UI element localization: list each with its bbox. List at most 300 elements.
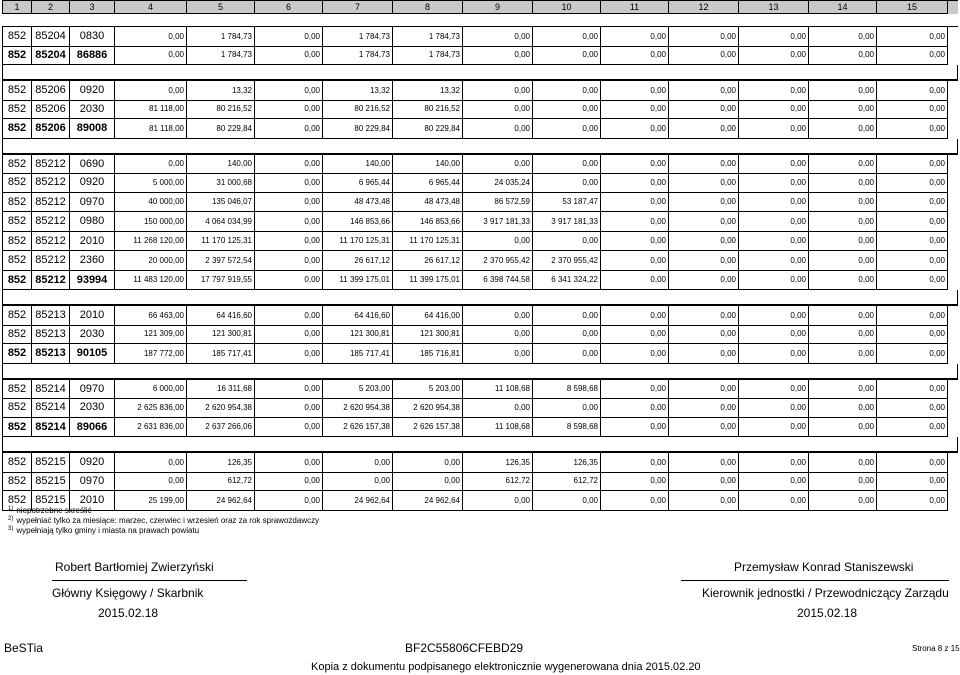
table-cell: 185 716,81: [393, 344, 463, 364]
table-cell: 852: [2, 418, 32, 438]
table-cell: 0,00: [809, 46, 877, 66]
left-signature-line: [52, 580, 247, 581]
table-cell: 3 917 181,33: [533, 212, 601, 232]
footnote-mark: 2): [8, 516, 14, 522]
table-cell: 0,00: [601, 46, 669, 66]
table-cell: 0,00: [601, 491, 669, 511]
table-cell: 0,00: [877, 472, 948, 492]
left-signer-role: Główny Księgowy / Skarbnik: [52, 586, 204, 600]
table-cell: 0,00: [809, 271, 877, 291]
table-row: [2, 325, 958, 345]
footnote: [8, 506, 92, 515]
table-cell: 0,00: [809, 472, 877, 492]
table-row: [2, 305, 958, 326]
table-cell: 85213: [32, 306, 70, 326]
table-cell: 90105: [70, 344, 115, 364]
table-cell: 0,00: [255, 81, 323, 101]
table-cell: 64 416,00: [393, 306, 463, 326]
table-cell: 0,00: [533, 398, 601, 418]
table-cell: 0,00: [739, 418, 809, 438]
table-cell: 6 965,44: [323, 173, 393, 193]
table-row: [2, 232, 958, 252]
column-header: 11: [601, 1, 669, 14]
table-cell: 0,00: [255, 380, 323, 400]
table-cell: 0,00: [877, 155, 948, 175]
table-cell: 2 620 954,38: [187, 398, 255, 418]
table-cell: 852: [2, 472, 32, 492]
table-cell: 0,00: [877, 119, 948, 139]
table-cell: 852: [2, 193, 32, 213]
table-cell: 11 170 125,31: [393, 232, 463, 252]
table-cell: 0,00: [463, 325, 533, 345]
table-cell: 0,00: [669, 46, 739, 66]
table-cell: 612,72: [463, 472, 533, 492]
table-cell: 0,00: [669, 27, 739, 47]
table-cell: 146 853,66: [393, 212, 463, 232]
electronic-copy-note: Kopia z dokumentu podpisanego elektronicznie wygenerowana dnia 2015.02.20: [311, 661, 701, 673]
table-cell: 0,00: [739, 271, 809, 291]
table-cell: 2010: [70, 491, 115, 511]
table-cell: 85206: [32, 81, 70, 101]
table-cell: 852: [2, 398, 32, 418]
table-cell: 852: [2, 380, 32, 400]
table-cell: 0,00: [809, 100, 877, 120]
table-cell: 40 000,00: [115, 193, 187, 213]
table-cell: 24 962,64: [393, 491, 463, 511]
table-cell: 0,00: [463, 398, 533, 418]
table-cell: 0,00: [533, 232, 601, 252]
table-cell: 0,00: [255, 119, 323, 139]
table-cell: 0,00: [809, 81, 877, 101]
table-cell: 0,00: [255, 46, 323, 66]
table-cell: 0,00: [255, 27, 323, 47]
table-cell: 0,00: [739, 306, 809, 326]
table-cell: 121 300,81: [323, 325, 393, 345]
table-cell: 0,00: [809, 344, 877, 364]
table-cell: 0970: [70, 380, 115, 400]
table-cell: 0,00: [669, 173, 739, 193]
table-cell: 0,00: [533, 155, 601, 175]
table-cell: 0,00: [255, 212, 323, 232]
table-cell: 0,00: [601, 193, 669, 213]
table-cell: 2 631 836,00: [115, 418, 187, 438]
table-cell: 85212: [32, 155, 70, 175]
column-header: 5: [187, 1, 255, 14]
table-cell: 89008: [70, 119, 115, 139]
table-cell: 121 300,81: [393, 325, 463, 345]
table-cell: 85214: [32, 418, 70, 438]
table-cell: 0,00: [601, 27, 669, 47]
table-cell: 80 216,52: [187, 100, 255, 120]
right-signer-role: Kierownik jednostki / Przewodniczący Zarządu: [702, 586, 949, 600]
table-cell: 85206: [32, 119, 70, 139]
table-cell: 1 784,73: [393, 46, 463, 66]
footnote: [8, 516, 319, 525]
table-cell: 0,00: [739, 325, 809, 345]
column-header: 6: [255, 1, 323, 14]
table-row: [2, 154, 958, 175]
table-cell: 0,00: [255, 232, 323, 252]
table-cell: 0,00: [809, 212, 877, 232]
table-cell: 2360: [70, 251, 115, 271]
table-cell: 0,00: [533, 344, 601, 364]
table-cell: 0,00: [393, 472, 463, 492]
table-cell: 1 784,73: [393, 27, 463, 47]
table-cell: 8 598,68: [533, 418, 601, 438]
table-cell: 852: [2, 232, 32, 252]
table-cell: 0,00: [877, 46, 948, 66]
table-cell: 126,35: [533, 453, 601, 473]
table-cell: 0,00: [533, 46, 601, 66]
table-cell: 0,00: [739, 472, 809, 492]
table-cell: 85206: [32, 100, 70, 120]
table-cell: 8 598,68: [533, 380, 601, 400]
table-cell: 6 398 744,58: [463, 271, 533, 291]
table-cell: 24 035,24: [463, 173, 533, 193]
table-cell: 0,00: [601, 344, 669, 364]
table-cell: 185 717,41: [187, 344, 255, 364]
table-cell: 0,00: [877, 173, 948, 193]
table-cell: 0,00: [669, 398, 739, 418]
table-cell: 0,00: [669, 325, 739, 345]
table-cell: 121 309,00: [115, 325, 187, 345]
table-cell: 0,00: [877, 491, 948, 511]
table-cell: 0,00: [533, 27, 601, 47]
table-cell: 0830: [70, 27, 115, 47]
table-cell: 2 397 572,54: [187, 251, 255, 271]
table-cell: 0920: [70, 453, 115, 473]
column-header: 2: [32, 1, 70, 14]
table-cell: 64 416,60: [323, 306, 393, 326]
table-cell: 0,00: [809, 453, 877, 473]
footnote-text: wypełniać tylko za miesiące: marzec, czerwiec i wrzesień oraz za rok sprawozdawczy: [16, 516, 320, 525]
table-cell: 26 617,12: [323, 251, 393, 271]
table-cell: 4 064 034,99: [187, 212, 255, 232]
table-cell: 0,00: [669, 212, 739, 232]
table-cell: 0,00: [877, 344, 948, 364]
table-cell: 3 917 181,33: [463, 212, 533, 232]
table-cell: 146 853,66: [323, 212, 393, 232]
table-cell: 0,00: [255, 491, 323, 511]
table-cell: 16 311,68: [187, 380, 255, 400]
table-cell: 852: [2, 155, 32, 175]
table-cell: 852: [2, 251, 32, 271]
table-cell: 0,00: [809, 306, 877, 326]
table-cell: 85212: [32, 193, 70, 213]
table-cell: 85215: [32, 491, 70, 511]
table-cell: 66 463,00: [115, 306, 187, 326]
table-cell: 13,32: [393, 81, 463, 101]
table-cell: 0,00: [669, 232, 739, 252]
right-signature-line: [681, 580, 949, 581]
table-cell: 0,00: [809, 491, 877, 511]
table-cell: 85212: [32, 251, 70, 271]
column-header: 8: [393, 1, 463, 14]
table-cell: 126,35: [187, 453, 255, 473]
table-cell: 0920: [70, 173, 115, 193]
table-cell: 0,00: [255, 173, 323, 193]
table-cell: 150 000,00: [115, 212, 187, 232]
table-cell: 2010: [70, 306, 115, 326]
table-cell: 0,00: [601, 119, 669, 139]
table-cell: 0,00: [463, 344, 533, 364]
table-cell: 0,00: [533, 306, 601, 326]
table-cell: 11 170 125,31: [323, 232, 393, 252]
table-cell: 0,00: [809, 251, 877, 271]
table-cell: 852: [2, 46, 32, 66]
table-cell: 11 170 125,31: [187, 232, 255, 252]
table-row: [2, 80, 958, 101]
table-cell: 85213: [32, 344, 70, 364]
table-row: [2, 418, 958, 438]
left-sign-date: 2015.02.18: [98, 606, 159, 620]
group-spacer: [2, 65, 958, 80]
column-header: 7: [323, 1, 393, 14]
table-cell: 140,00: [187, 155, 255, 175]
table-row: [2, 100, 958, 120]
table-cell: 11 483 120,00: [115, 271, 187, 291]
footnote: [8, 526, 199, 535]
table-cell: 5 203,00: [323, 380, 393, 400]
table-cell: 0,00: [669, 453, 739, 473]
table-row: [2, 472, 958, 492]
table-cell: 0,00: [601, 100, 669, 120]
table-cell: 0,00: [255, 472, 323, 492]
table-cell: 0,00: [323, 453, 393, 473]
table-row: [2, 452, 958, 473]
table-cell: 0,00: [739, 119, 809, 139]
table-cell: 0,00: [601, 306, 669, 326]
table-cell: 0,00: [739, 212, 809, 232]
table-cell: 2 637 266,06: [187, 418, 255, 438]
table-cell: 25 199,00: [115, 491, 187, 511]
table-cell: 0,00: [533, 81, 601, 101]
table-cell: 0,00: [669, 271, 739, 291]
table-cell: 0,00: [809, 325, 877, 345]
table-cell: 89066: [70, 418, 115, 438]
table-cell: 0,00: [669, 380, 739, 400]
table-cell: 852: [2, 173, 32, 193]
table-cell: 0,00: [669, 418, 739, 438]
table-cell: 612,72: [187, 472, 255, 492]
table-cell: 852: [2, 81, 32, 101]
table-cell: 0,00: [739, 344, 809, 364]
table-cell: 1 784,73: [323, 27, 393, 47]
table-cell: 0,00: [115, 81, 187, 101]
table-cell: 80 229,84: [323, 119, 393, 139]
right-sign-date: 2015.02.18: [797, 606, 858, 620]
table-cell: 80 216,52: [323, 100, 393, 120]
table-cell: 0,00: [739, 398, 809, 418]
table-cell: 80 229,84: [187, 119, 255, 139]
footnote-text: niepotrzebne skreślić: [16, 506, 92, 515]
table-cell: 85212: [32, 232, 70, 252]
table-cell: 31 000,68: [187, 173, 255, 193]
table-cell: 20 000,00: [115, 251, 187, 271]
table-cell: 11 268 120,00: [115, 232, 187, 252]
table-cell: 80 229,84: [393, 119, 463, 139]
table-cell: 0,00: [809, 119, 877, 139]
table-cell: 11 399 175,01: [393, 271, 463, 291]
table-cell: 0,00: [669, 193, 739, 213]
table-cell: 6 341 324,22: [533, 271, 601, 291]
table-cell: 0,00: [809, 232, 877, 252]
table-cell: 0,00: [877, 81, 948, 101]
table-row: [2, 26, 958, 47]
table-cell: 85204: [32, 46, 70, 66]
table-cell: 0,00: [463, 119, 533, 139]
page-number: Strona 8 z 15: [912, 644, 960, 653]
table-cell: 0,00: [739, 81, 809, 101]
table-cell: 2 626 157,38: [393, 418, 463, 438]
column-header: 13: [739, 1, 809, 14]
table-cell: 852: [2, 100, 32, 120]
table-cell: 48 473,48: [323, 193, 393, 213]
table-cell: 0,00: [601, 251, 669, 271]
table-cell: 13,32: [187, 81, 255, 101]
table-cell: 5 000,00: [115, 173, 187, 193]
table-cell: 0,00: [669, 306, 739, 326]
table-cell: 852: [2, 344, 32, 364]
table-cell: 0,00: [739, 173, 809, 193]
table-cell: 0,00: [115, 472, 187, 492]
footnote-mark: 3): [8, 526, 14, 532]
table-cell: 80 216,52: [393, 100, 463, 120]
table-cell: 0690: [70, 155, 115, 175]
table-cell: 852: [2, 27, 32, 47]
table-cell: 0,00: [877, 232, 948, 252]
table-cell: 0,00: [739, 100, 809, 120]
table-cell: 0,00: [255, 100, 323, 120]
table-cell: 0,00: [877, 453, 948, 473]
table-cell: 2 620 954,38: [393, 398, 463, 418]
table-cell: 93994: [70, 271, 115, 291]
group-spacer: [2, 364, 958, 379]
table-cell: 1 784,73: [187, 46, 255, 66]
table-cell: 0,00: [463, 491, 533, 511]
table-cell: 85215: [32, 453, 70, 473]
table-cell: 17 797 919,55: [187, 271, 255, 291]
table-cell: 0,00: [739, 155, 809, 175]
table-cell: 0,00: [809, 155, 877, 175]
right-signer-name: Przemysław Konrad Staniszewski: [734, 560, 914, 574]
group-spacer: [2, 437, 958, 452]
footnote-text: wypełniają tylko gminy i miasta na prawach powiatu: [16, 526, 200, 535]
table-cell: 2 620 954,38: [323, 398, 393, 418]
table-cell: 0,00: [877, 251, 948, 271]
table-cell: 0,00: [669, 155, 739, 175]
table-cell: 0,00: [739, 251, 809, 271]
column-header: 4: [115, 1, 187, 14]
table-cell: 0,00: [255, 418, 323, 438]
table-cell: 5 203,00: [393, 380, 463, 400]
table-cell: 0970: [70, 193, 115, 213]
table-cell: 0,00: [463, 155, 533, 175]
table-cell: 0,00: [877, 380, 948, 400]
table-cell: 0,00: [601, 212, 669, 232]
table-cell: 0,00: [463, 27, 533, 47]
table-cell: 0,00: [669, 472, 739, 492]
table-cell: 1 784,73: [187, 27, 255, 47]
table-cell: 0,00: [533, 491, 601, 511]
table-cell: 187 772,00: [115, 344, 187, 364]
table-cell: 0,00: [115, 46, 187, 66]
table-cell: 852: [2, 325, 32, 345]
table-cell: 0,00: [877, 325, 948, 345]
table-cell: 2 370 955,42: [463, 251, 533, 271]
table-cell: 0,00: [601, 271, 669, 291]
table-cell: 85212: [32, 212, 70, 232]
table-cell: 0,00: [533, 119, 601, 139]
table-cell: 24 962,64: [187, 491, 255, 511]
table-cell: 0,00: [877, 100, 948, 120]
table-cell: 0,00: [809, 418, 877, 438]
table-cell: 0,00: [601, 173, 669, 193]
group-spacer: [2, 290, 958, 305]
table-cell: 0,00: [115, 27, 187, 47]
table-cell: 0,00: [739, 453, 809, 473]
table-row: [2, 212, 958, 232]
table-cell: 0,00: [739, 491, 809, 511]
table-cell: 86886: [70, 46, 115, 66]
table-cell: 0,00: [809, 398, 877, 418]
table-cell: 0,00: [877, 27, 948, 47]
table-row: [2, 344, 958, 364]
table-cell: 0,00: [255, 453, 323, 473]
table-cell: 0,00: [533, 173, 601, 193]
table-row: [2, 271, 958, 291]
table-row: [2, 251, 958, 271]
table-cell: 0,00: [463, 81, 533, 101]
column-header: 12: [669, 1, 739, 14]
table-cell: 0,00: [601, 398, 669, 418]
table-cell: 852: [2, 306, 32, 326]
table-cell: 0,00: [255, 155, 323, 175]
table-row: [2, 193, 958, 213]
table-cell: 6 000,00: [115, 380, 187, 400]
table-cell: 140,00: [393, 155, 463, 175]
table-row: [2, 491, 958, 511]
table-cell: 85214: [32, 398, 70, 418]
table-header: [2, 0, 958, 14]
table-cell: 0,00: [601, 325, 669, 345]
column-header: 1: [2, 1, 32, 14]
table-row: [2, 173, 958, 193]
left-signer-name: Robert Bartłomiej Zwierzyński: [55, 560, 214, 574]
table-cell: 0980: [70, 212, 115, 232]
table-cell: 13,32: [323, 81, 393, 101]
table-row: [2, 398, 958, 418]
table-cell: 0,00: [809, 27, 877, 47]
table-cell: 85212: [32, 271, 70, 291]
table-cell: 0,00: [877, 271, 948, 291]
table-cell: 0,00: [739, 46, 809, 66]
table-cell: 0,00: [669, 491, 739, 511]
table-cell: 0,00: [463, 100, 533, 120]
table-cell: 612,72: [533, 472, 601, 492]
table-cell: 185 717,41: [323, 344, 393, 364]
table-cell: 85215: [32, 472, 70, 492]
group-spacer: [2, 139, 958, 154]
table-cell: 0,00: [533, 100, 601, 120]
column-header: 14: [809, 1, 877, 14]
table-cell: 0,00: [669, 344, 739, 364]
table-cell: 0,00: [877, 418, 948, 438]
table-row: [2, 119, 958, 139]
table-cell: 0,00: [255, 325, 323, 345]
table-cell: 48 473,48: [393, 193, 463, 213]
table-cell: 0,00: [115, 155, 187, 175]
